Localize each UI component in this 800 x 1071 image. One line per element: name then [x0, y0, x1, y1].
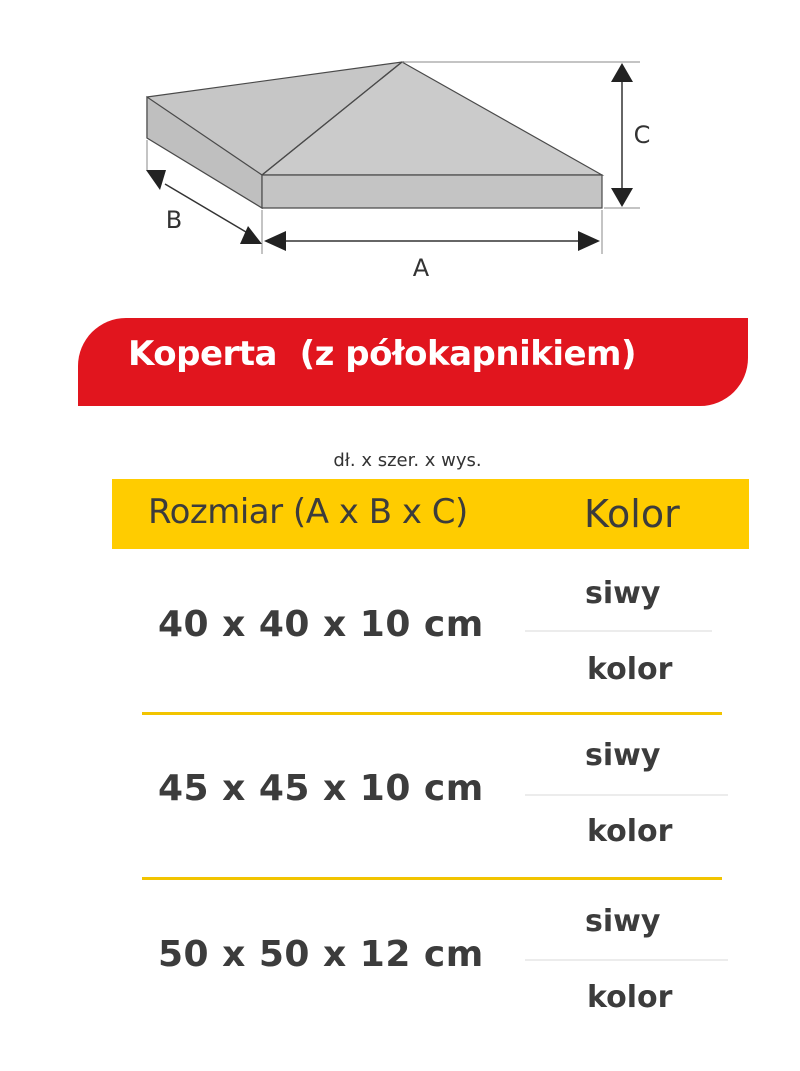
- product-dimension-diagram: [0, 0, 800, 300]
- dimension-label-b: B: [165, 206, 183, 234]
- table-row: [0, 722, 800, 882]
- row-size: 40 x 40 x 10 cm: [158, 604, 484, 645]
- row-color-option: kolor: [587, 814, 673, 849]
- row-inner-divider: [525, 630, 712, 632]
- row-inner-divider: [525, 959, 728, 961]
- header-color-label: Kolor: [584, 492, 680, 536]
- arrow-c-top-icon: [611, 63, 633, 82]
- row-inner-divider: [525, 794, 728, 796]
- dimension-legend: dł. x szer. x wys.: [333, 450, 482, 471]
- arrow-b-bottom-icon: [240, 226, 262, 244]
- dimension-label-c: C: [633, 121, 651, 149]
- product-title: Koperta (z półokapnikiem): [128, 334, 637, 374]
- arrow-c-bottom-icon: [611, 188, 633, 207]
- table-row: [0, 888, 800, 1048]
- row-color-option: kolor: [587, 980, 673, 1015]
- row-divider: [142, 877, 722, 880]
- row-color-option: siwy: [585, 576, 661, 611]
- row-color-option: siwy: [585, 738, 661, 773]
- header-size-label: Rozmiar (A x B x C): [148, 492, 468, 532]
- arrow-b-top-icon: [146, 170, 166, 190]
- row-color-option: kolor: [587, 652, 673, 687]
- table-row: [0, 560, 800, 720]
- row-divider: [142, 712, 722, 715]
- title-banner: [78, 318, 748, 406]
- row-size: 45 x 45 x 10 cm: [158, 768, 484, 809]
- row-size: 50 x 50 x 12 cm: [158, 934, 484, 975]
- dimension-label-a: A: [412, 254, 430, 282]
- cap-front-side-face: [262, 175, 602, 208]
- arrow-a-left-icon: [264, 231, 286, 251]
- table-header: [112, 479, 749, 549]
- arrow-a-right-icon: [578, 231, 600, 251]
- row-color-option: siwy: [585, 904, 661, 939]
